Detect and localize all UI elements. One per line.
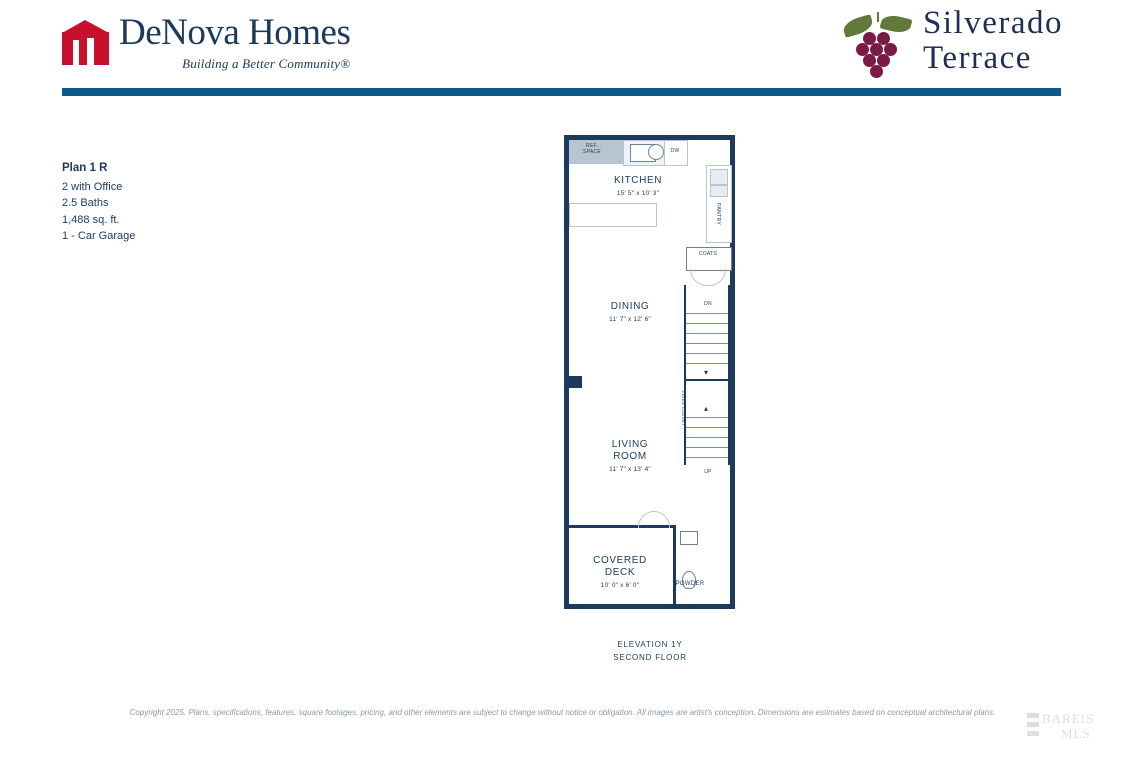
stair-step: [686, 353, 728, 354]
stair-step: [686, 427, 728, 428]
stair-down-label: DN: [704, 301, 712, 307]
stair-step: [686, 417, 728, 418]
plan-area: 1,488 sq. ft.: [62, 213, 120, 226]
community-name-line1: Silverado: [923, 5, 1063, 41]
stair-up-arrow-icon: ▴: [704, 404, 709, 413]
pantry-shelf-a: [710, 169, 728, 185]
builder-logo: [62, 14, 350, 72]
builder-name: DeNova Homes: [119, 12, 351, 53]
wall-bottom: [564, 604, 735, 609]
pantry-label: PANTRY: [715, 203, 721, 226]
plan-caption: [560, 638, 740, 664]
pantry-shelf-b: [710, 185, 728, 197]
mls-watermark: [1027, 709, 1111, 743]
stair-step: [686, 447, 728, 448]
community-logo: [837, 5, 1063, 82]
community-name-line2: Terrace: [923, 40, 1032, 77]
kitchen-cooktop: [648, 144, 664, 160]
coats-label: COATS: [698, 251, 718, 257]
stair-step: [686, 323, 728, 324]
legal-disclaimer: Copyright 2025. Plans, specifications, features, square footages, pricing, and other elements are subject to change without notice or obligation. All images are artist's conception. Dimensions are estimates based on conceptual architectural plans.: [129, 708, 996, 717]
coats-door-swing: [690, 269, 726, 286]
powder-label: POWDER: [675, 581, 705, 587]
stair-step: [686, 343, 728, 344]
grapes-icon: [837, 10, 917, 82]
stair-wall-right: [728, 285, 730, 465]
plan-baths: 2.5 Baths: [62, 197, 109, 209]
house-logo-icon: [62, 20, 109, 65]
stair-step: [686, 333, 728, 334]
caption-floor: SECOND FLOOR: [613, 653, 687, 662]
page-header: [0, 0, 1123, 110]
powder-wall-left: [673, 525, 676, 609]
stair-landing-divider: [684, 379, 730, 381]
deck-door-swing: [638, 511, 670, 528]
wall-stub-mid: [568, 376, 582, 388]
ref-space-label: REF. SPACE: [582, 143, 602, 155]
builder-tagline: Building a Better Community®: [182, 56, 351, 71]
stair-down-arrow-icon: ▾: [704, 368, 709, 377]
stair-up-label: UP: [704, 469, 712, 475]
stair-step: [686, 457, 728, 458]
stair-step: [686, 437, 728, 438]
wall-left-upper: [564, 135, 569, 527]
stair-step: [686, 313, 728, 314]
kitchen-island: [569, 203, 657, 227]
dishwasher-label: DW: [670, 148, 680, 154]
plan-name: Plan 1 R: [62, 162, 108, 174]
header-divider: [62, 88, 1061, 96]
plan-info-block: [62, 160, 282, 245]
kitchen-label: KITCHEN 15' 5" x 10' 3": [613, 175, 663, 197]
plan-bedrooms: 2 with Office: [62, 180, 123, 193]
stair-wall-left: [684, 285, 686, 465]
mls-subtext: MLS: [1061, 726, 1091, 741]
floor-plan-drawing: [560, 133, 740, 615]
powder-sink: [680, 531, 698, 545]
caption-elevation: ELEVATION 1Y: [617, 640, 683, 649]
linen-closet-label: LINEN CLOSET: [681, 391, 686, 427]
stair-step: [686, 363, 728, 364]
mls-text: BAREIS: [1042, 711, 1095, 726]
dining-label: DINING 11' 7" x 12' 6": [609, 301, 651, 323]
covered-deck-label: COVERED DECK 10' 0" x 6' 0": [593, 555, 647, 589]
plan-garage: 1 - Car Garage: [62, 230, 136, 242]
living-room-label: LIVING ROOM 11' 7" x 13' 4": [609, 439, 651, 473]
